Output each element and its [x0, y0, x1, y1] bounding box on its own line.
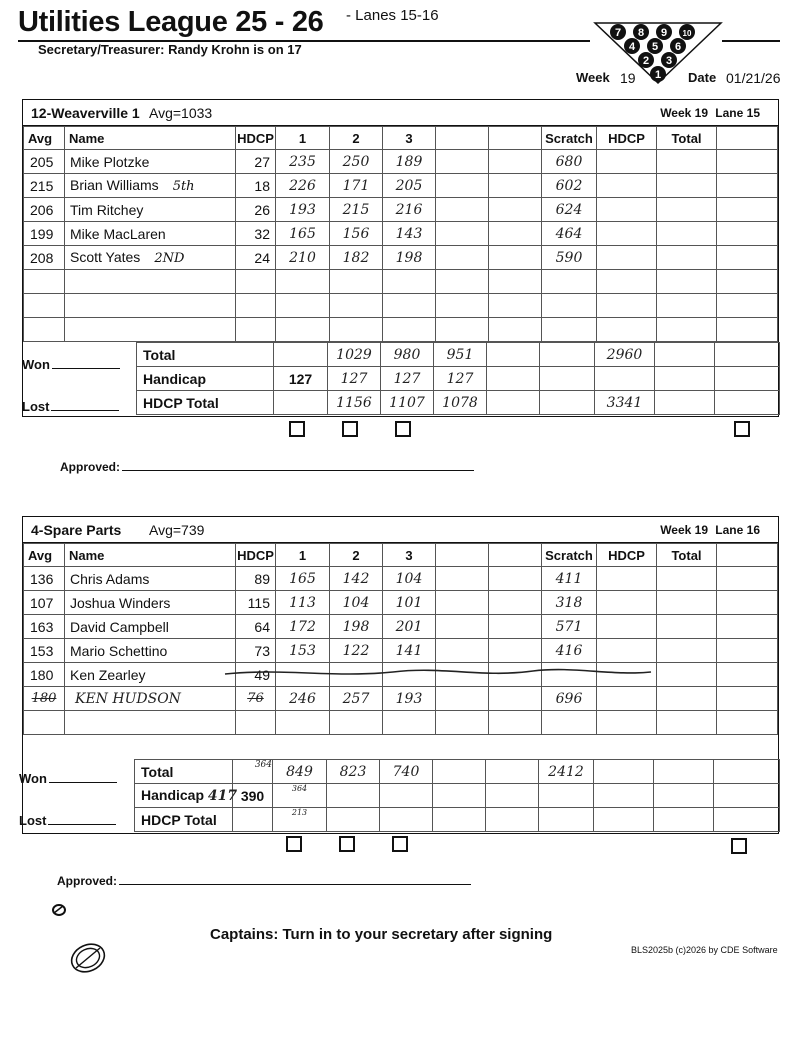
card-lane: Lane 15 [715, 106, 760, 120]
hdcp-total-game-3: 1078 [434, 391, 487, 415]
table-row [24, 591, 778, 615]
col-total: Total [657, 544, 717, 567]
bowler-table [23, 126, 778, 342]
bowler-hdcp: 18 [236, 174, 276, 198]
handicap-row [135, 784, 780, 808]
bowler-avg: 180 [24, 687, 65, 711]
bowler-avg: 180 [24, 663, 65, 687]
table-row [24, 567, 778, 591]
bowler-hdcp: 26 [236, 198, 276, 222]
game-3-score: 201 [383, 615, 436, 639]
total-scratch: 2960 [595, 343, 655, 367]
total-game-3: 951 [434, 343, 487, 367]
game-2-score: 156 [330, 222, 383, 246]
scratch-score: 680 [542, 150, 597, 174]
pin-number: 3 [665, 55, 673, 67]
bowler-hdcp: 24 [236, 246, 276, 270]
col-game-2: 2 [330, 544, 383, 567]
col-hdcp-total: HDCP [597, 544, 657, 567]
bowler-name: Mario Schettino [65, 639, 236, 663]
hdcp-total-note: 213 [273, 808, 327, 832]
team-totals-table [136, 342, 780, 415]
scratch-score: 590 [542, 246, 597, 270]
game-2-score: 182 [330, 246, 383, 270]
total-game-2: 823 [327, 760, 380, 784]
game-3-score: 141 [383, 639, 436, 663]
bowler-avg: 107 [24, 591, 65, 615]
col-game-2: 2 [330, 127, 383, 150]
lanes-label: - Lanes 15-16 [346, 7, 439, 24]
game-3-score: 101 [383, 591, 436, 615]
table-row [24, 246, 778, 270]
team-header [23, 100, 778, 126]
approved-line[interactable]: Approved: [57, 873, 471, 888]
pin-number: 10 [682, 29, 692, 38]
total-note: 364 [233, 760, 273, 784]
game-3-score: 216 [383, 198, 436, 222]
totals-row [135, 760, 780, 784]
game-3-score: 205 [383, 174, 436, 198]
handicap-row [137, 367, 780, 391]
team-handicap: 127 [274, 367, 328, 391]
col-total: Total [657, 127, 717, 150]
game-1-score: 193 [276, 198, 330, 222]
bowler-hdcp: 27 [236, 150, 276, 174]
game-1-score: 246 [276, 687, 330, 711]
scratch-score: 602 [542, 174, 597, 198]
scratch-score: 571 [542, 615, 597, 639]
col-hdcp: HDCP [236, 544, 276, 567]
game-3-win-checkbox[interactable] [395, 421, 411, 437]
lost-field[interactable]: Lost [19, 812, 116, 828]
table-row-empty [24, 318, 778, 342]
table-header [24, 544, 778, 567]
bowler-hdcp: 32 [236, 222, 276, 246]
bowler-name: Mike Plotzke [65, 150, 236, 174]
total-game-1: 849 [273, 760, 327, 784]
pin-number: 7 [614, 27, 622, 39]
game-1-score: 113 [276, 591, 330, 615]
pin-number: 9 [660, 27, 668, 39]
total-game-3: 740 [380, 760, 433, 784]
bowler-avg: 199 [24, 222, 65, 246]
date-label: Date [688, 70, 717, 85]
total-label: Total [135, 760, 233, 784]
handicap-label: Handicap [137, 367, 274, 391]
bowler-name: Scott Yates 2ND [65, 246, 236, 270]
bowler-table [23, 543, 778, 735]
bowler-avg: 206 [24, 198, 65, 222]
game-3-score: 104 [383, 567, 436, 591]
col-game-3: 3 [383, 544, 436, 567]
pen-scribble [66, 940, 110, 976]
col-name: Name [65, 127, 236, 150]
table-row-handwritten [24, 687, 778, 711]
game-2-score: 171 [330, 174, 383, 198]
table-row-empty [24, 294, 778, 318]
bowler-hdcp: 89 [236, 567, 276, 591]
game-1-score: 165 [276, 567, 330, 591]
week-label: Week [576, 70, 610, 85]
pin-number: 1 [654, 69, 662, 81]
pin-number: 4 [628, 41, 636, 53]
hdcp-total-game-1: 1156 [328, 391, 381, 415]
game-1-score: 153 [276, 639, 330, 663]
game-1-win-checkbox[interactable] [286, 836, 302, 852]
card-week: Week 19 [660, 523, 708, 537]
team-handicap: 390 [233, 784, 273, 808]
pin-number: 5 [651, 41, 659, 53]
handwritten-note: 2ND [154, 251, 185, 266]
bowler-hdcp: 49 [236, 663, 276, 687]
col-game-1: 1 [276, 127, 330, 150]
game-1-score: 226 [276, 174, 330, 198]
game-3-score: 189 [383, 150, 436, 174]
game-2-win-checkbox[interactable] [342, 421, 358, 437]
table-row [24, 639, 778, 663]
bowler-avg: 136 [24, 567, 65, 591]
game-2-score: 104 [330, 591, 383, 615]
game-1-score: 165 [276, 222, 330, 246]
team-average: Avg=1033 [149, 105, 213, 121]
table-row [24, 174, 778, 198]
total-game-1: 1029 [328, 343, 381, 367]
hdcp-total-row [135, 808, 780, 832]
handicap-game-2: 127 [381, 367, 434, 391]
bowler-avg: 163 [24, 615, 65, 639]
scratch-score: 318 [542, 591, 597, 615]
hdcp-total-scratch: 3341 [595, 391, 655, 415]
pin-number: 2 [642, 55, 650, 67]
handicap-label: Handicap 417 [135, 784, 233, 808]
team-average: Avg=739 [149, 522, 205, 538]
bowler-name: KEN HUDSON [65, 687, 236, 711]
table-row [24, 615, 778, 639]
bowler-avg: 215 [24, 174, 65, 198]
col-avg: Avg [24, 544, 65, 567]
game-2-score: 198 [330, 615, 383, 639]
total-game-2: 980 [381, 343, 434, 367]
date-value: 01/21/26 [726, 70, 781, 86]
team-name: 12-Weaverville 1 [31, 105, 140, 121]
bowler-hdcp: 76 [236, 687, 276, 711]
table-row-empty [24, 270, 778, 294]
bowler-name: Brian Williams 5th [65, 174, 236, 198]
game-2-win-checkbox[interactable] [339, 836, 355, 852]
approved-line[interactable]: Approved: [60, 459, 474, 474]
pin-number: 8 [637, 27, 645, 39]
hdcp-total-label: HDCP Total [135, 808, 233, 832]
bowler-hdcp: 115 [236, 591, 276, 615]
handwritten-note: 5th [172, 179, 195, 194]
table-row [24, 150, 778, 174]
hdcp-total-row [137, 391, 780, 415]
pen-scribble [50, 902, 68, 918]
game-1-score: 235 [276, 150, 330, 174]
game-2-score: 215 [330, 198, 383, 222]
totals-row [137, 343, 780, 367]
table-header [24, 127, 778, 150]
card-lane: Lane 16 [715, 523, 760, 537]
col-scratch: Scratch [542, 127, 597, 150]
bowler-name: Joshua Winders [65, 591, 236, 615]
col-hdcp-total: HDCP [597, 127, 657, 150]
handicap-note: 364 [273, 784, 327, 808]
scratch-score: 624 [542, 198, 597, 222]
total-win-checkbox[interactable] [734, 421, 750, 437]
game-2-score: 250 [330, 150, 383, 174]
game-2-score: 257 [330, 687, 383, 711]
bowler-name: Chris Adams [65, 567, 236, 591]
bowler-name: Ken Zearley [65, 663, 236, 687]
game-2-score: 122 [330, 639, 383, 663]
handicap-game-3: 127 [434, 367, 487, 391]
table-row [24, 222, 778, 246]
bowler-avg: 153 [24, 639, 65, 663]
total-scratch: 2412 [539, 760, 594, 784]
total-win-checkbox[interactable] [731, 838, 747, 854]
bowler-name: Mike MacLaren [65, 222, 236, 246]
table-row [24, 198, 778, 222]
hdcp-total-game-2: 1107 [381, 391, 434, 415]
bowler-avg: 205 [24, 150, 65, 174]
table-row-empty [24, 711, 778, 735]
team-header [23, 517, 778, 543]
bowler-hdcp: 64 [236, 615, 276, 639]
bowler-name: David Campbell [65, 615, 236, 639]
hdcp-total-label: HDCP Total [137, 391, 274, 415]
strikethrough-scribble [223, 664, 653, 684]
captains-instruction: Captains: Turn in to your secretary after signing [210, 926, 553, 943]
team-name: 4-Spare Parts [31, 522, 122, 538]
league-title: Utilities League 25 - 26 [18, 6, 324, 38]
scratch-score: 416 [542, 639, 597, 663]
scratch-score: 464 [542, 222, 597, 246]
pin-number: 6 [674, 41, 682, 53]
lost-field[interactable]: Lost [22, 398, 119, 414]
won-field[interactable]: Won [22, 356, 120, 372]
scratch-score: 411 [542, 567, 597, 591]
card-week: Week 19 [660, 106, 708, 120]
won-field[interactable]: Won [19, 770, 117, 786]
game-3-score: 143 [383, 222, 436, 246]
week-value: 19 [620, 70, 636, 86]
game-3-score: 198 [383, 246, 436, 270]
secretary-line: Secretary/Treasurer: Randy Krohn is on 17 [38, 42, 302, 57]
col-name: Name [65, 544, 236, 567]
handicap-game-1: 127 [328, 367, 381, 391]
copyright-notice: BLS2025b (c)2026 by CDE Software [631, 945, 778, 955]
bowler-avg: 208 [24, 246, 65, 270]
col-avg: Avg [24, 127, 65, 150]
col-game-1: 1 [276, 544, 330, 567]
handwritten-handicap: 417 [207, 788, 238, 804]
bowler-hdcp: 73 [236, 639, 276, 663]
game-3-win-checkbox[interactable] [392, 836, 408, 852]
team-totals-table [134, 759, 780, 832]
game-1-score: 172 [276, 615, 330, 639]
col-game-3: 3 [383, 127, 436, 150]
col-hdcp: HDCP [236, 127, 276, 150]
total-label: Total [137, 343, 274, 367]
game-1-score: 210 [276, 246, 330, 270]
scratch-score: 696 [542, 687, 597, 711]
game-2-score: 142 [330, 567, 383, 591]
bowler-name: Tim Ritchey [65, 198, 236, 222]
col-scratch: Scratch [542, 544, 597, 567]
game-1-win-checkbox[interactable] [289, 421, 305, 437]
game-3-score: 193 [383, 687, 436, 711]
title-rule-right [722, 40, 780, 42]
